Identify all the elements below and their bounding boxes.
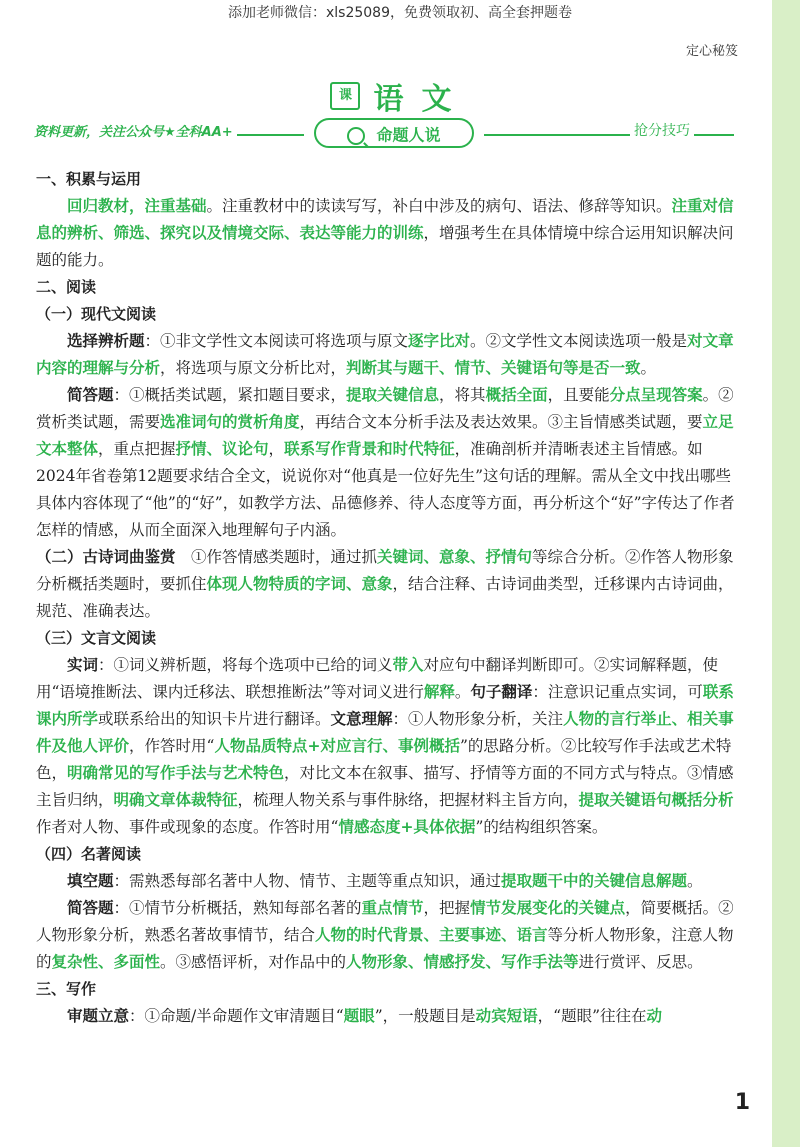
section-heading (36, 301, 736, 328)
text-run: 。②文学性文本阅读选项一般是 (470, 332, 688, 350)
paragraph (36, 1003, 736, 1030)
text-run: 等分析人物形象，注意人物的 (36, 926, 734, 971)
text-run: ：注意识记重点实词，可 (532, 683, 703, 701)
bold-label: 简答题 (67, 386, 114, 404)
page-number: 1 (734, 1090, 750, 1115)
highlight-text: 联系课内所学 (36, 683, 734, 728)
text-run: ”的思路分析。②比较写作手法或艺术特色， (36, 737, 732, 782)
text-run: 进行赏评、反思。 (578, 953, 703, 971)
section-heading (36, 274, 736, 301)
text-run: 。注重教材中的读读写写，补白中涉及的病句、语法、修辞等知识。 (206, 197, 672, 215)
title-text: 语文 (373, 82, 470, 117)
highlight-text: 提取关键信息 (346, 386, 440, 404)
text-run: ，简要概括。②人物形象分析，熟悉名著故事情节，结合 (36, 899, 734, 944)
text-run: ，对比文本在叙事、描写、抒情等方面的不同方式与特点。③情感主旨归纳， (36, 764, 734, 809)
banner-line-right (484, 134, 734, 136)
text-run: ，结合注释、古诗词曲类型，迁移课内古诗词曲，规范、准确表达。 (36, 575, 734, 620)
text-run: 。③感悟评析，对作品中的 (160, 953, 347, 971)
document-body (36, 166, 736, 1030)
page-edge-decoration (772, 0, 800, 1147)
bold-label: 选择辨析题 (67, 332, 145, 350)
paragraph (36, 544, 736, 625)
text-run: 三、写作 (36, 980, 97, 998)
bold-label: 句子翻译 (470, 683, 533, 701)
highlight-text: 动宾短语 (475, 1007, 538, 1025)
page-title (0, 74, 800, 118)
bold-label: （二）古诗词曲鉴赏 (36, 548, 176, 566)
paragraph (36, 652, 736, 841)
highlight-text: 人物品质特点+对应言行、事例概括 (214, 737, 460, 755)
paragraph (36, 193, 736, 274)
text-run: （四）名著阅读 (36, 845, 142, 863)
bold-label: 文意理解 (330, 710, 393, 728)
text-run: ：①概括类试题，紧扣题目要求， (113, 386, 347, 404)
highlight-text: 体现人物特质的字词、意象 (206, 575, 393, 593)
text-run: ”，一般题目是 (374, 1007, 476, 1025)
highlight-text: 情节发展变化的关键点 (470, 899, 626, 917)
text-run: ：需熟悉每部名著中人物、情节、主题等重点知识，通过 (113, 872, 502, 890)
paragraph (36, 382, 736, 544)
text-run: ”的结构组织答案。 (475, 818, 608, 836)
text-run: ，增强考生在具体情境中综合运用知识解决问题的能力。 (36, 224, 734, 269)
text-run: ，再结合文本分析手法及表达效果。③主旨情感类试题，要 (299, 413, 703, 431)
text-run: ：①情节分析概括，熟知每部名著的 (113, 899, 362, 917)
text-run: ，将其 (439, 386, 486, 404)
highlight-text: 解释 (423, 683, 455, 701)
text-run: 一、积累与运用 (36, 170, 142, 188)
highlight-text: 关键词、意象、抒情句 (377, 548, 533, 566)
text-run: ，“题眼”往往在 (537, 1007, 647, 1025)
text-run: ，将选项与原文分析比对， (160, 359, 347, 377)
text-run: ：①非文学性文本阅读可将选项与原文 (144, 332, 409, 350)
highlight-text: 立足文本整体 (36, 413, 734, 458)
text-run: ，重点把握 (98, 440, 176, 458)
highlight-text: 动 (646, 1007, 663, 1025)
paragraph (36, 868, 736, 895)
banner-left-text: 资料更新，关注公众号★全科AA+ (34, 121, 237, 140)
highlight-text: 明确文章体裁特征 (113, 791, 238, 809)
bold-label: 审题立意 (67, 1007, 130, 1025)
highlight-text: 情感态度+具体依据 (338, 818, 476, 836)
text-run: 等综合分析。②作答人物形象分析概括类题时，要抓住 (36, 548, 734, 593)
highlight-text: 明确常见的写作手法与艺术特色 (67, 764, 285, 782)
highlight-text: 带入 (392, 656, 424, 674)
text-run: （一）现代文阅读 (36, 305, 157, 323)
section-heading (36, 841, 736, 868)
highlight-text: 人物形象、情感抒发、写作手法等 (346, 953, 579, 971)
highlight-text: 对文章内容的理解与分析 (36, 332, 734, 377)
text-run: ：①人物形象分析，关注 (392, 710, 564, 728)
section-heading (36, 166, 736, 193)
highlight-text: 逐字比对 (408, 332, 471, 350)
text-run: ①作答情感类题时，通过抓 (175, 548, 378, 566)
highlight-text: 回归教材，注重基础 (67, 197, 207, 215)
section-banner (34, 118, 734, 150)
text-run: 对应句中翻译判断即可。②实词解释题，使用“语境推断法、课内迁移法、联想推断法”等对词义进行 (36, 656, 719, 701)
highlight-text: 人物的言行举止、相关事件及他人评价 (36, 710, 734, 755)
highlight-text: 题眼 (343, 1007, 375, 1025)
highlight-text: 联系写作背景和时代特征 (284, 440, 455, 458)
text-run: ，准确剖析并清晰表述主旨情感。如2024年省卷第12题要求结合全文，说说你对“他真是一位好先生”这句话的理解。需从全文中找出哪些具体内容体现了“他”的“好”，如教学方法、品德修养、待人态度等方面，再分析这个“好”字传达了作者怎样的情感，从而全面深入地理解句子内涵。 (36, 440, 735, 539)
text-run: 二、阅读 (36, 278, 97, 296)
highlight-text: 分点呈现答案 (609, 386, 703, 404)
highlight-text: 提取题干中的关键信息解题 (501, 872, 688, 890)
highlight-text: 重点情节 (361, 899, 424, 917)
text-run: 。②赏析类试题，需要 (36, 386, 734, 431)
text-run: ， (268, 440, 285, 458)
paragraph (36, 328, 736, 382)
highlight-text: 抒情、议论句 (175, 440, 269, 458)
text-run: ，作答时用“ (129, 737, 215, 755)
highlight-text: 提取关键语句概括分析 (578, 791, 734, 809)
section-heading (36, 625, 736, 652)
highlight-text: 判断其与题干、情节、关键语句等是否一致 (346, 359, 641, 377)
magnifier-icon (347, 127, 365, 145)
highlight-text: 复杂性、多面性 (51, 953, 161, 971)
bold-label: 简答题 (67, 899, 114, 917)
text-run: 。 (687, 872, 703, 890)
text-run: ，且要能 (547, 386, 610, 404)
bold-label: 填空题 (67, 872, 114, 890)
text-run: ，把握 (423, 899, 471, 917)
text-run: ，梳理人物关系与事件脉络，把握材料主旨方向， (237, 791, 579, 809)
bold-label: 实词 (67, 656, 99, 674)
banner-pill-text: 命题人说 (376, 125, 441, 145)
banner-right-text: 抢分技巧 (630, 120, 694, 140)
highlight-text: 注重对信息的辨析、筛选、探究以及情境交际、表达等能力的训练 (36, 197, 734, 242)
book-icon: 课 (330, 82, 360, 110)
text-run: 或联系给出的知识卡片进行翻译。 (98, 710, 331, 728)
header-label: 定心秘笈 (685, 44, 738, 59)
text-run: 作者对人物、事件或现象的态度。作答时用“ (36, 818, 339, 836)
paragraph (36, 895, 736, 976)
text-run: 。 (640, 359, 657, 377)
highlight-text: 概括全面 (485, 386, 548, 404)
highlight-text: 人物的时代背景、主要事迹、语言 (315, 926, 548, 944)
banner-pill (314, 118, 474, 148)
text-run: 。 (454, 683, 471, 701)
highlight-text: 选准词句的赏析角度 (160, 413, 300, 431)
text-run: ：①命题/半命题作文审清题目“ (129, 1007, 344, 1025)
text-run: ：①词义辨析题，将每个选项中已给的词义 (98, 656, 393, 674)
watermark-text: 添加老师微信：xls25089，免费领取初、高全套押题卷 (227, 5, 572, 21)
section-heading (36, 976, 736, 1003)
text-run: （三）文言文阅读 (36, 629, 157, 647)
